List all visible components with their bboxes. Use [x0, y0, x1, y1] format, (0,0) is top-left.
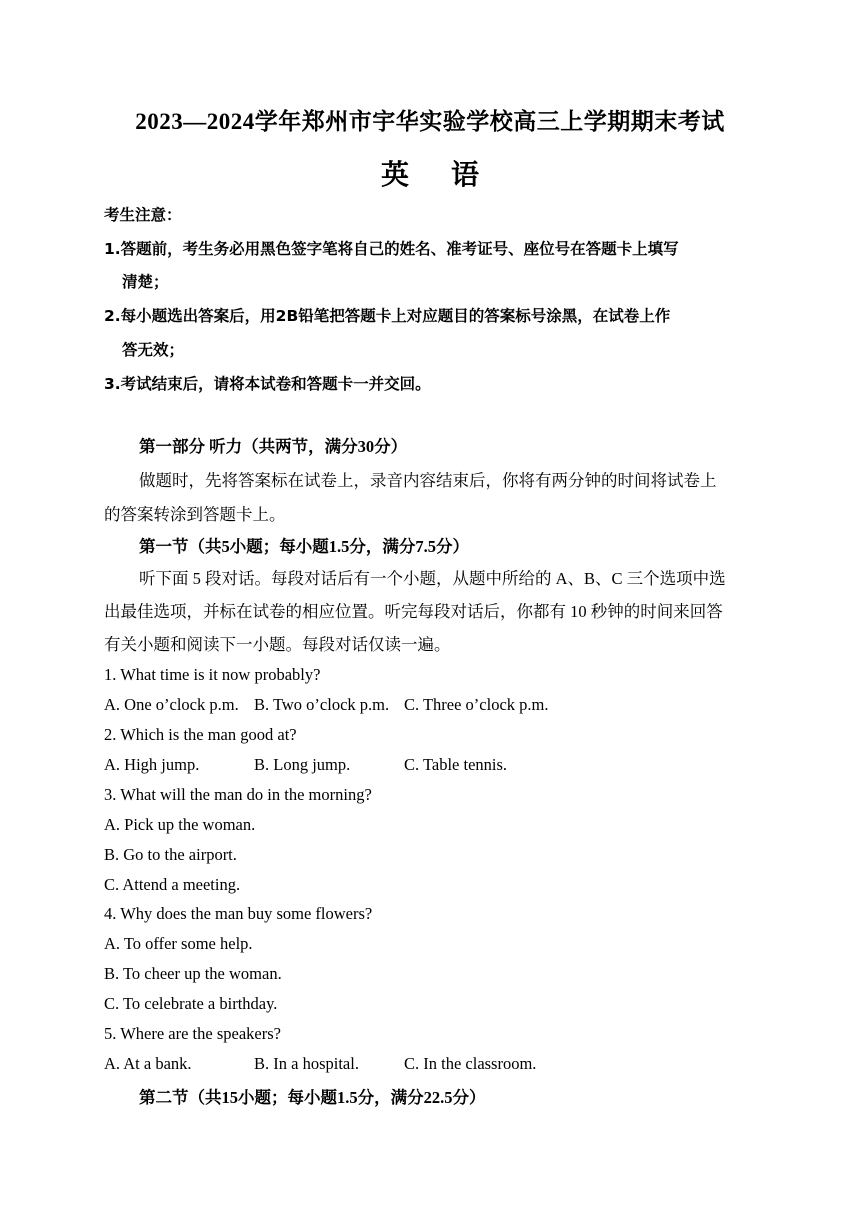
question-3-stem: 3. What will the man do in the morning?	[104, 785, 372, 804]
question-5-option-b: B. In a hospital.	[254, 1054, 359, 1073]
section-1-instructions-line-3: 有关小题和阅读下一小题。每段对话仅读一遍。	[104, 635, 451, 654]
question-3-option-c: C. Attend a meeting.	[104, 875, 241, 894]
question-2-option-a: A. High jump.	[104, 755, 200, 774]
question-1-option-b: B. Two o’clock p.m.	[254, 695, 390, 714]
question-4-option-b: B. To cheer up the woman.	[104, 964, 282, 983]
subject-title: 英语	[380, 160, 521, 191]
question-2-stem: 2. Which is the man good at?	[104, 725, 297, 744]
question-2-option-c: C. Table tennis.	[404, 755, 508, 774]
question-3-option-b: B. Go to the airport.	[104, 845, 237, 864]
part-1-heading: 第一部分 听力（共两节，满分30分）	[139, 437, 408, 456]
question-5-option-c: C. In the classroom.	[404, 1054, 537, 1073]
question-4-option-c: C. To celebrate a birthday.	[104, 994, 278, 1013]
section-1-instructions-line-2: 出最佳选项，并标在试卷的相应位置。听完每段对话后，你都有 10 秒钟的时间来回答	[104, 602, 723, 621]
notice-item-3: 3.考试结束后，请将本试卷和答题卡一并交回。	[104, 375, 431, 393]
section-1-heading: 第一节（共5小题；每小题1.5分，满分7.5分）	[139, 537, 469, 556]
exam-title: 2023—2024学年郑州市宇华实验学校高三上学期期末考试	[135, 109, 725, 134]
notice-heading: 考生注意：	[104, 206, 182, 224]
question-3-option-a: A. Pick up the woman.	[104, 815, 256, 834]
question-2-option-b: B. Long jump.	[254, 755, 351, 774]
part-1-intro-line-2: 的答案转涂到答题卡上。	[104, 505, 286, 524]
question-4-option-a: A. To offer some help.	[104, 934, 253, 953]
section-2-heading: 第二节（共15小题；每小题1.5分，满分22.5分）	[139, 1088, 486, 1107]
section-1-instructions-line-1: 听下面 5 段对话。每段对话后有一个小题，从题中所给的 A、B、C 三个选项中选	[139, 569, 726, 588]
question-5-option-a: A. At a bank.	[104, 1054, 192, 1073]
notice-item-2-cont: 答无效；	[122, 341, 185, 359]
notice-item-1: 1.答题前，考生务必用黑色签字笔将自己的姓名、准考证号、座位号在答题卡上填写	[104, 240, 679, 258]
part-1-intro-line-1: 做题时，先将答案标在试卷上，录音内容结束后，你将有两分钟的时间将试卷上	[139, 471, 717, 490]
notice-item-1-cont: 清楚；	[122, 273, 169, 291]
question-5-stem: 5. Where are the speakers?	[104, 1024, 281, 1043]
question-1-option-a: A. One o’clock p.m.	[104, 695, 239, 714]
question-1-option-c: C. Three o’clock p.m.	[404, 695, 549, 714]
question-4-stem: 4. Why does the man buy some flowers?	[104, 904, 373, 923]
notice-item-2: 2.每小题选出答案后，用2B铅笔把答题卡上对应题目的答案标号涂黑，在试卷上作	[104, 307, 671, 325]
question-1-stem: 1. What time is it now probably?	[104, 665, 321, 684]
